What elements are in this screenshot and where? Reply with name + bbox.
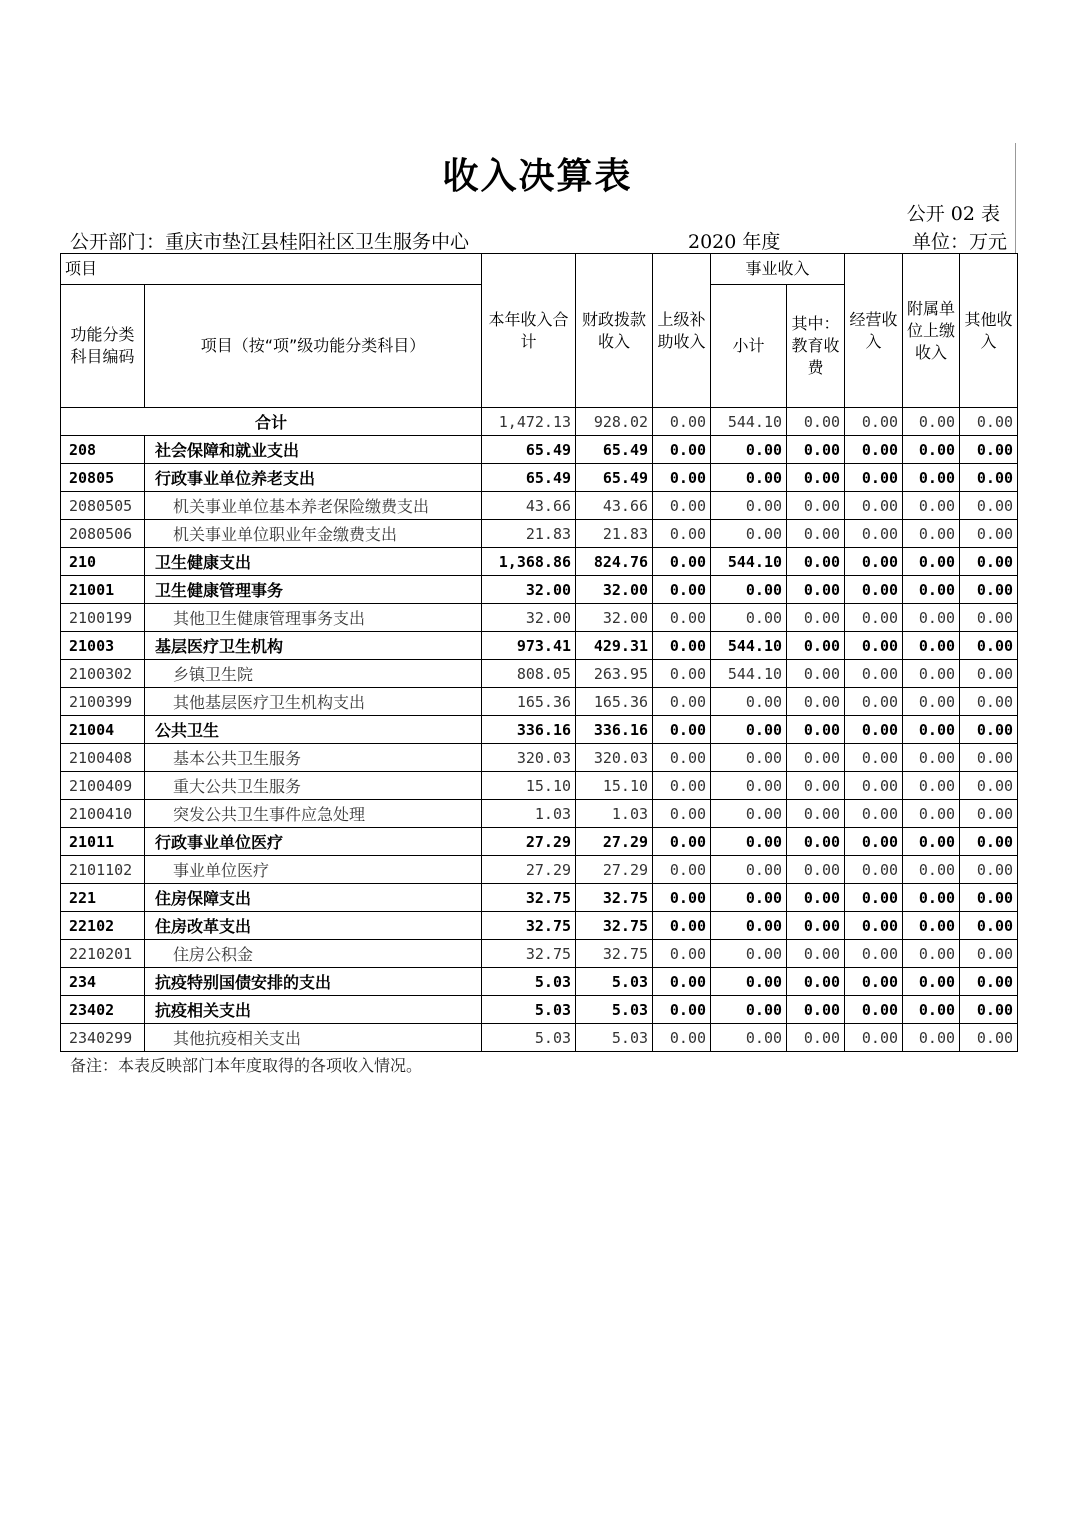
table-row	[61, 884, 1018, 912]
row-value: 5.03	[482, 1024, 576, 1052]
row-value: 0.00	[845, 744, 903, 772]
row-value: 0.00	[711, 744, 787, 772]
row-name: 住房公积金	[145, 940, 482, 968]
row-value: 21.83	[482, 520, 576, 548]
row-value: 165.36	[482, 688, 576, 716]
row-name: 基本公共卫生服务	[145, 744, 482, 772]
total-value: 544.10	[711, 408, 787, 436]
row-value: 0.00	[653, 492, 711, 520]
row-name: 卫生健康支出	[145, 548, 482, 576]
row-value: 0.00	[960, 884, 1018, 912]
table-row	[61, 464, 1018, 492]
row-value: 0.00	[653, 884, 711, 912]
table-row	[61, 688, 1018, 716]
row-value: 0.00	[787, 856, 845, 884]
row-value: 43.66	[576, 492, 653, 520]
row-value: 0.00	[960, 548, 1018, 576]
row-value: 429.31	[576, 632, 653, 660]
row-value: 0.00	[903, 688, 960, 716]
row-value: 544.10	[711, 660, 787, 688]
row-value: 21.83	[576, 520, 653, 548]
row-code: 2210201	[61, 940, 145, 968]
row-value: 0.00	[653, 688, 711, 716]
row-value: 165.36	[576, 688, 653, 716]
row-value: 0.00	[960, 828, 1018, 856]
row-value: 0.00	[903, 464, 960, 492]
total-value: 0.00	[845, 408, 903, 436]
row-value: 0.00	[845, 1024, 903, 1052]
row-value: 0.00	[960, 604, 1018, 632]
row-value: 0.00	[711, 604, 787, 632]
row-code: 210	[61, 548, 145, 576]
row-value: 32.75	[482, 884, 576, 912]
table-row	[61, 716, 1018, 744]
header-other: 其他收入	[960, 254, 1018, 408]
total-value: 0.00	[960, 408, 1018, 436]
row-value: 0.00	[653, 912, 711, 940]
row-value: 0.00	[787, 548, 845, 576]
row-value: 0.00	[845, 576, 903, 604]
row-code: 2101102	[61, 856, 145, 884]
row-code: 2100409	[61, 772, 145, 800]
unit-label: 单位：万元	[911, 231, 1007, 253]
row-value: 0.00	[845, 996, 903, 1024]
row-value: 0.00	[960, 996, 1018, 1024]
row-code: 21001	[61, 576, 145, 604]
row-value: 0.00	[787, 716, 845, 744]
income-table	[60, 253, 1018, 1052]
row-name: 突发公共卫生事件应急处理	[145, 800, 482, 828]
row-value: 43.66	[482, 492, 576, 520]
row-value: 0.00	[845, 520, 903, 548]
row-value: 0.00	[653, 604, 711, 632]
row-value: 15.10	[576, 772, 653, 800]
table-body	[61, 408, 1018, 1052]
row-name: 社会保障和就业支出	[145, 436, 482, 464]
row-value: 0.00	[960, 632, 1018, 660]
total-value: 0.00	[653, 408, 711, 436]
row-value: 0.00	[787, 912, 845, 940]
header-fiscal: 财政拨款收入	[576, 254, 653, 408]
row-value: 65.49	[576, 436, 653, 464]
row-code: 2100199	[61, 604, 145, 632]
row-value: 1,368.86	[482, 548, 576, 576]
row-value: 0.00	[903, 968, 960, 996]
row-code: 20805	[61, 464, 145, 492]
row-name: 机关事业单位基本养老保险缴费支出	[145, 492, 482, 520]
row-value: 0.00	[711, 576, 787, 604]
row-value: 0.00	[960, 940, 1018, 968]
row-value: 0.00	[787, 772, 845, 800]
table-row	[61, 632, 1018, 660]
row-name: 抗疫特别国债安排的支出	[145, 968, 482, 996]
row-value: 0.00	[711, 716, 787, 744]
row-value: 0.00	[711, 968, 787, 996]
row-value: 0.00	[711, 464, 787, 492]
row-value: 0.00	[960, 464, 1018, 492]
row-name: 行政事业单位医疗	[145, 828, 482, 856]
row-name: 卫生健康管理事务	[145, 576, 482, 604]
total-value: 0.00	[903, 408, 960, 436]
table-row	[61, 548, 1018, 576]
row-value: 0.00	[711, 772, 787, 800]
row-value: 0.00	[711, 912, 787, 940]
row-value: 0.00	[960, 856, 1018, 884]
total-value: 0.00	[787, 408, 845, 436]
total-label: 合计	[61, 408, 482, 436]
row-value: 1.03	[482, 800, 576, 828]
table-row	[61, 940, 1018, 968]
row-code: 21004	[61, 716, 145, 744]
row-value: 0.00	[960, 744, 1018, 772]
row-value: 0.00	[787, 828, 845, 856]
row-value: 0.00	[960, 492, 1018, 520]
row-value: 0.00	[903, 660, 960, 688]
row-value: 0.00	[787, 688, 845, 716]
row-value: 32.75	[482, 912, 576, 940]
row-value: 27.29	[482, 856, 576, 884]
row-value: 0.00	[845, 912, 903, 940]
row-value: 32.00	[482, 576, 576, 604]
row-value: 0.00	[711, 800, 787, 828]
table-row	[61, 828, 1018, 856]
row-value: 65.49	[482, 436, 576, 464]
row-value: 0.00	[903, 940, 960, 968]
row-value: 0.00	[903, 884, 960, 912]
row-value: 0.00	[960, 520, 1018, 548]
row-value: 27.29	[576, 828, 653, 856]
row-value: 0.00	[903, 800, 960, 828]
row-value: 5.03	[576, 1024, 653, 1052]
row-value: 0.00	[845, 716, 903, 744]
row-code: 2340299	[61, 1024, 145, 1052]
row-value: 0.00	[960, 800, 1018, 828]
row-value: 544.10	[711, 632, 787, 660]
row-value: 0.00	[787, 576, 845, 604]
row-name: 重大公共卫生服务	[145, 772, 482, 800]
row-value: 0.00	[787, 492, 845, 520]
row-value: 0.00	[960, 968, 1018, 996]
table-row	[61, 436, 1018, 464]
row-code: 2100302	[61, 660, 145, 688]
row-value: 0.00	[903, 744, 960, 772]
row-value: 0.00	[845, 548, 903, 576]
table-row	[61, 492, 1018, 520]
row-code: 2100410	[61, 800, 145, 828]
row-value: 0.00	[787, 744, 845, 772]
row-value: 824.76	[576, 548, 653, 576]
row-value: 0.00	[845, 800, 903, 828]
row-name: 其他卫生健康管理事务支出	[145, 604, 482, 632]
row-value: 0.00	[787, 436, 845, 464]
page-title: 收入决算表	[442, 156, 633, 197]
table-row	[61, 660, 1018, 688]
header-affiliated: 附属单位上缴收入	[903, 254, 960, 408]
row-value: 0.00	[711, 940, 787, 968]
row-value: 0.00	[653, 856, 711, 884]
row-value: 27.29	[482, 828, 576, 856]
row-value: 0.00	[653, 968, 711, 996]
row-value: 0.00	[711, 492, 787, 520]
row-value: 336.16	[482, 716, 576, 744]
header-code: 功能分类科目编码	[61, 285, 145, 408]
row-name: 其他抗疫相关支出	[145, 1024, 482, 1052]
row-value: 0.00	[903, 996, 960, 1024]
header-item: 项目	[61, 254, 482, 285]
row-code: 221	[61, 884, 145, 912]
row-value: 0.00	[711, 520, 787, 548]
row-value: 0.00	[960, 772, 1018, 800]
row-name: 基层医疗卫生机构	[145, 632, 482, 660]
row-value: 0.00	[653, 520, 711, 548]
row-value: 0.00	[653, 828, 711, 856]
row-value: 544.10	[711, 548, 787, 576]
row-value: 0.00	[960, 436, 1018, 464]
row-name: 住房改革支出	[145, 912, 482, 940]
row-value: 0.00	[845, 464, 903, 492]
row-value: 0.00	[787, 632, 845, 660]
row-value: 0.00	[903, 856, 960, 884]
row-value: 0.00	[787, 464, 845, 492]
row-value: 0.00	[787, 996, 845, 1024]
row-value: 0.00	[903, 604, 960, 632]
row-name: 抗疫相关支出	[145, 996, 482, 1024]
header-superior: 上级补助收入	[653, 254, 711, 408]
header-business: 事业收入	[711, 254, 845, 285]
row-value: 0.00	[960, 660, 1018, 688]
row-value: 0.00	[903, 912, 960, 940]
row-value: 0.00	[903, 632, 960, 660]
table-row	[61, 772, 1018, 800]
row-value: 0.00	[845, 632, 903, 660]
row-value: 0.00	[653, 464, 711, 492]
table-row	[61, 1024, 1018, 1052]
row-value: 0.00	[653, 1024, 711, 1052]
row-value: 32.75	[576, 884, 653, 912]
row-value: 0.00	[653, 996, 711, 1024]
row-value: 0.00	[845, 772, 903, 800]
row-value: 0.00	[845, 436, 903, 464]
row-value: 0.00	[653, 548, 711, 576]
row-value: 65.49	[482, 464, 576, 492]
row-value: 0.00	[960, 912, 1018, 940]
row-value: 0.00	[903, 716, 960, 744]
header-total: 本年收入合计	[482, 254, 576, 408]
row-value: 27.29	[576, 856, 653, 884]
total-value: 928.02	[576, 408, 653, 436]
row-value: 0.00	[711, 436, 787, 464]
row-value: 32.75	[576, 940, 653, 968]
table-number: 公开 02 表	[906, 203, 1000, 225]
row-value: 0.00	[845, 828, 903, 856]
row-value: 1.03	[576, 800, 653, 828]
row-name: 乡镇卫生院	[145, 660, 482, 688]
row-value: 0.00	[903, 548, 960, 576]
row-value: 0.00	[653, 940, 711, 968]
header-edu: 其中：教育收费	[787, 285, 845, 408]
row-value: 0.00	[845, 688, 903, 716]
row-value: 5.03	[482, 996, 576, 1024]
row-value: 5.03	[576, 968, 653, 996]
row-code: 208	[61, 436, 145, 464]
row-value: 0.00	[960, 716, 1018, 744]
row-value: 0.00	[787, 604, 845, 632]
row-value: 0.00	[903, 772, 960, 800]
table-row	[61, 800, 1018, 828]
row-value: 0.00	[845, 660, 903, 688]
row-code: 21003	[61, 632, 145, 660]
row-value: 320.03	[482, 744, 576, 772]
row-value: 0.00	[711, 828, 787, 856]
row-value: 0.00	[653, 632, 711, 660]
row-name: 住房保障支出	[145, 884, 482, 912]
row-value: 0.00	[787, 520, 845, 548]
row-value: 32.75	[482, 940, 576, 968]
row-value: 336.16	[576, 716, 653, 744]
total-row	[61, 408, 1018, 436]
header-operating: 经营收入	[845, 254, 903, 408]
row-value: 320.03	[576, 744, 653, 772]
row-value: 5.03	[576, 996, 653, 1024]
row-value: 263.95	[576, 660, 653, 688]
row-code: 2080505	[61, 492, 145, 520]
row-value: 0.00	[787, 940, 845, 968]
table-row	[61, 912, 1018, 940]
row-name: 行政事业单位养老支出	[145, 464, 482, 492]
fiscal-year: 2020 年度	[688, 231, 781, 253]
row-value: 0.00	[845, 940, 903, 968]
row-value: 0.00	[903, 520, 960, 548]
row-value: 0.00	[845, 884, 903, 912]
row-value: 0.00	[787, 1024, 845, 1052]
footnote: 备注：本表反映部门本年度取得的各项收入情况。	[70, 1056, 423, 1075]
row-value: 0.00	[903, 492, 960, 520]
row-value: 0.00	[960, 1024, 1018, 1052]
table-row	[61, 744, 1018, 772]
row-code: 21011	[61, 828, 145, 856]
row-value: 0.00	[903, 576, 960, 604]
row-value: 0.00	[711, 1024, 787, 1052]
row-value: 5.03	[482, 968, 576, 996]
row-value: 0.00	[653, 436, 711, 464]
row-value: 0.00	[903, 1024, 960, 1052]
row-value: 0.00	[960, 688, 1018, 716]
row-value: 808.05	[482, 660, 576, 688]
row-name: 机关事业单位职业年金缴费支出	[145, 520, 482, 548]
row-code: 2100408	[61, 744, 145, 772]
row-code: 234	[61, 968, 145, 996]
row-value: 0.00	[787, 968, 845, 996]
row-value: 32.00	[576, 576, 653, 604]
row-value: 0.00	[787, 800, 845, 828]
row-value: 0.00	[845, 604, 903, 632]
row-value: 0.00	[711, 996, 787, 1024]
row-code: 23402	[61, 996, 145, 1024]
row-value: 0.00	[903, 828, 960, 856]
table-row	[61, 996, 1018, 1024]
row-value: 0.00	[845, 856, 903, 884]
table-row	[61, 856, 1018, 884]
row-value: 0.00	[653, 576, 711, 604]
row-value: 0.00	[711, 688, 787, 716]
row-value: 0.00	[653, 660, 711, 688]
row-value: 0.00	[787, 660, 845, 688]
row-name: 其他基层医疗卫生机构支出	[145, 688, 482, 716]
row-code: 2100399	[61, 688, 145, 716]
table-row	[61, 520, 1018, 548]
department-label: 公开部门：重庆市垫江县桂阳社区卫生服务中心	[70, 231, 470, 253]
row-value: 0.00	[653, 716, 711, 744]
row-value: 0.00	[711, 884, 787, 912]
row-code: 2080506	[61, 520, 145, 548]
row-value: 65.49	[576, 464, 653, 492]
row-value: 0.00	[653, 772, 711, 800]
row-code: 22102	[61, 912, 145, 940]
row-value: 15.10	[482, 772, 576, 800]
row-name: 公共卫生	[145, 716, 482, 744]
table-row	[61, 968, 1018, 996]
table-header	[61, 254, 1018, 408]
row-value: 0.00	[711, 856, 787, 884]
row-value: 973.41	[482, 632, 576, 660]
row-value: 0.00	[845, 492, 903, 520]
header-name: 项目（按“项”级功能分类科目）	[145, 285, 482, 408]
row-value: 32.75	[576, 912, 653, 940]
row-name: 事业单位医疗	[145, 856, 482, 884]
row-value: 0.00	[845, 968, 903, 996]
header-subtotal: 小计	[711, 285, 787, 408]
row-value: 0.00	[653, 800, 711, 828]
table-row	[61, 604, 1018, 632]
row-value: 0.00	[903, 436, 960, 464]
table-row	[61, 576, 1018, 604]
row-value: 32.00	[482, 604, 576, 632]
row-value: 0.00	[960, 576, 1018, 604]
row-value: 0.00	[787, 884, 845, 912]
total-value: 1,472.13	[482, 408, 576, 436]
row-value: 32.00	[576, 604, 653, 632]
row-value: 0.00	[653, 744, 711, 772]
